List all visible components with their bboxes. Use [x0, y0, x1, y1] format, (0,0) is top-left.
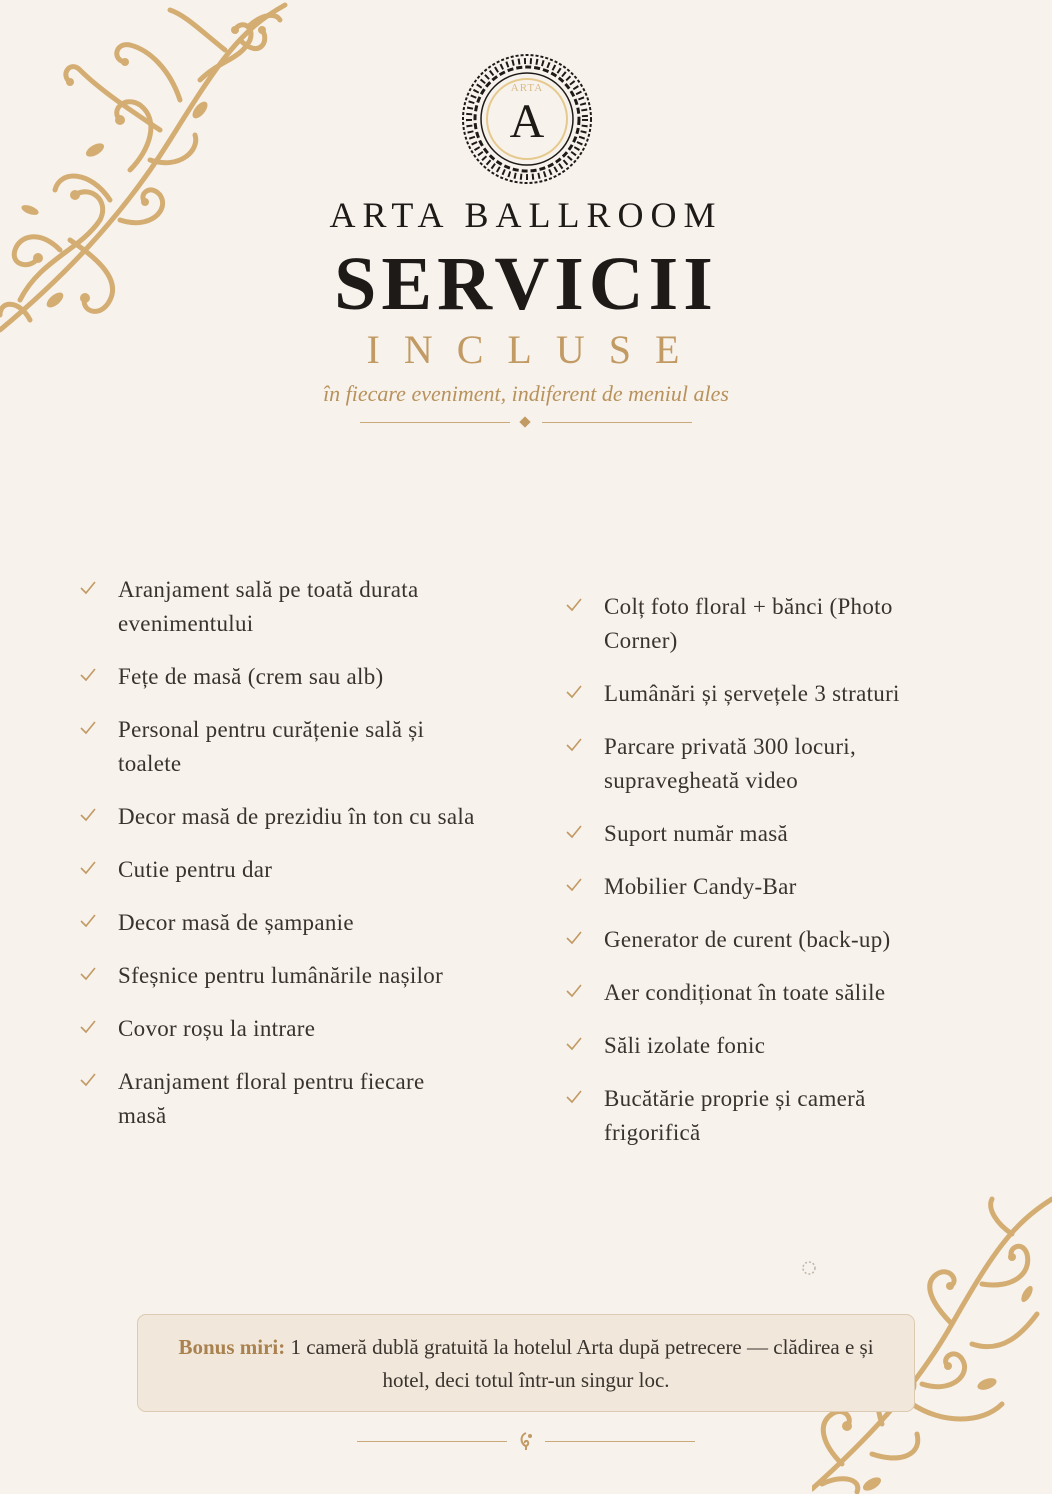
page-title: SERVICII	[334, 242, 718, 326]
service-label: Aer condiționat în toate sălile	[604, 980, 886, 1005]
service-label: Generator de curent (back-up)	[604, 927, 891, 952]
service-label: Fețe de masă (crem sau alb)	[118, 664, 384, 689]
check-icon	[78, 1017, 98, 1037]
service-label: Covor roșu la intrare	[118, 1016, 316, 1041]
list-item	[78, 573, 478, 641]
tagline: în fiecare eveniment, indiferent de meniul ales	[323, 381, 729, 406]
list-item	[78, 713, 478, 781]
check-icon	[564, 928, 584, 948]
service-label: Cutie pentru dar	[118, 857, 273, 882]
list-item	[78, 959, 478, 993]
service-label: Bucătărie proprie și cameră frigorifică	[604, 1086, 866, 1145]
services-list-left	[78, 573, 478, 1152]
list-item	[78, 660, 478, 694]
list-item	[564, 817, 944, 851]
list-item	[564, 923, 944, 957]
check-icon	[78, 911, 98, 931]
service-label: Parcare privată 300 locuri, supravegheată video	[604, 734, 857, 793]
list-item	[78, 1065, 478, 1133]
service-label: Decor masă de șampanie	[118, 910, 354, 935]
service-label: Mobilier Candy-Bar	[604, 874, 797, 899]
check-icon	[78, 718, 98, 738]
bonus-text: 1 cameră dublă gratuită la hotelul Arta după petrecere — clădirea e și hotel, deci totul într-un singur loc.	[285, 1335, 874, 1392]
service-label: Decor masă de prezidiu în ton cu sala	[118, 804, 475, 829]
list-item	[564, 870, 944, 904]
service-label: Aranjament sală pe toată durata evenimentului	[118, 577, 419, 636]
list-item	[564, 677, 944, 711]
service-label: Sfeșnice pentru lumânările nașilor	[118, 963, 444, 988]
service-label: Săli izolate fonic	[604, 1033, 766, 1058]
check-icon	[564, 682, 584, 702]
list-item	[564, 976, 944, 1010]
check-icon	[78, 964, 98, 984]
check-icon	[564, 875, 584, 895]
bonus-note	[137, 1314, 915, 1412]
logo-ring-text: ARTA	[510, 82, 544, 94]
logo-letter: A	[509, 95, 545, 148]
footer-divider	[357, 1430, 695, 1452]
check-icon	[564, 735, 584, 755]
service-label: Aranjament floral pentru fiecare masă	[118, 1069, 425, 1128]
check-icon	[78, 805, 98, 825]
list-item	[564, 590, 944, 658]
check-icon	[78, 1070, 98, 1090]
page-subtitle: INCLUSE	[366, 327, 704, 372]
check-icon	[564, 1034, 584, 1054]
service-label: Personal pentru curățenie sală și toalete	[118, 717, 425, 776]
service-label: Lumânări și șervețele 3 straturi	[604, 681, 900, 706]
header-divider	[360, 414, 692, 432]
list-item	[564, 1029, 944, 1063]
check-icon	[78, 578, 98, 598]
service-label: Suport număr masă	[604, 821, 788, 846]
check-icon	[564, 1087, 584, 1107]
bonus-label: Bonus miri:	[178, 1335, 286, 1359]
list-item	[78, 1012, 478, 1046]
brand-name: ARTA BALLROOM	[329, 195, 723, 235]
list-item	[564, 730, 944, 798]
diamond-icon	[519, 416, 530, 427]
service-label: Colț foto floral + bănci (Photo Corner)	[604, 594, 893, 653]
logo-emblem-icon	[461, 53, 593, 185]
list-item	[564, 1082, 944, 1150]
list-item	[78, 853, 478, 887]
services-list-right	[564, 590, 944, 1169]
check-icon	[564, 981, 584, 1001]
list-item	[78, 800, 478, 834]
check-icon	[78, 665, 98, 685]
check-icon	[564, 595, 584, 615]
ornament-icon	[517, 1431, 535, 1451]
list-item	[78, 906, 478, 940]
check-icon	[78, 858, 98, 878]
check-icon	[564, 822, 584, 842]
